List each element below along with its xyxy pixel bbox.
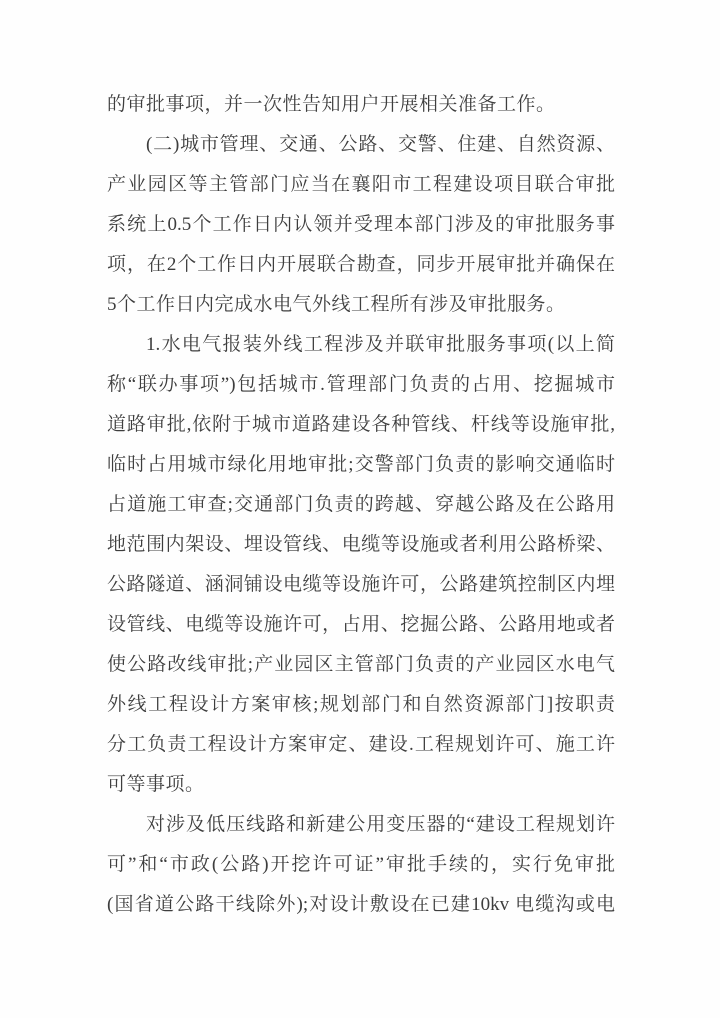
- text-line: 设管线、电缆等设施许可，占用、挖掘公路、公路用地或者: [107, 614, 615, 635]
- text-line: 外线工程设计方案审核;规划部门和自然资源部门]按职责: [107, 694, 615, 715]
- text-line: 临时占用城市绿化用地审批;交警部门负责的影响交通临时: [107, 454, 615, 475]
- text-line: 对涉及低压线路和新建公用变压器的“建设工程规划许: [146, 814, 615, 835]
- text-line: 分工负责工程设计方案审定、建设.工程规划许可、施工许: [107, 734, 615, 755]
- text-line: (国省道公路干线除外);对设计敷设在已建10kv 电缆沟或电: [107, 894, 615, 915]
- text-line: 称“联办事项”)包括城市.管理部门负责的占用、挖掘城市: [107, 374, 615, 395]
- text-line: 可”和“市政(公路)开挖许可证”审批手续的，实行免审批: [107, 854, 615, 875]
- document-text-block: [107, 85, 615, 925]
- text-line: 占道施工审查;交通部门负责的跨越、穿越公路及在公路用: [107, 494, 615, 515]
- text-line: 道路审批,依附于城市道路建设各种管线、杆线等设施审批,: [107, 414, 615, 435]
- text-line: 项，在2个工作日内开展联合勘查，同步开展审批并确保在: [107, 254, 615, 275]
- text-line: 使公路改线审批;产业园区主管部门负责的产业园区水电气: [107, 654, 615, 675]
- text-line: 系统上0.5个工作日内认领并受理本部门涉及的审批服务事: [107, 214, 615, 235]
- text-line: 公路隧道、涵洞铺设电缆等设施许可，公路建筑控制区内埋: [107, 574, 615, 595]
- text-line: (二)城市管理、交通、公路、交警、住建、自然资源、: [146, 134, 615, 155]
- text-line: 可等事项。: [107, 774, 205, 795]
- text-line: 5个工作日内完成水电气外线工程所有涉及审批服务。: [107, 294, 566, 315]
- text-line: 的审批事项，并一次性告知用户开展相关准备工作。: [107, 94, 556, 115]
- text-line: 产业园区等主管部门应当在襄阳市工程建设项目联合审批: [107, 174, 615, 195]
- text-line: 地范围内架设、埋设管线、电缆等设施或者利用公路桥梁、: [107, 534, 615, 555]
- text-line: 1.水电气报装外线工程涉及并联审批服务事项(以上简: [146, 334, 615, 355]
